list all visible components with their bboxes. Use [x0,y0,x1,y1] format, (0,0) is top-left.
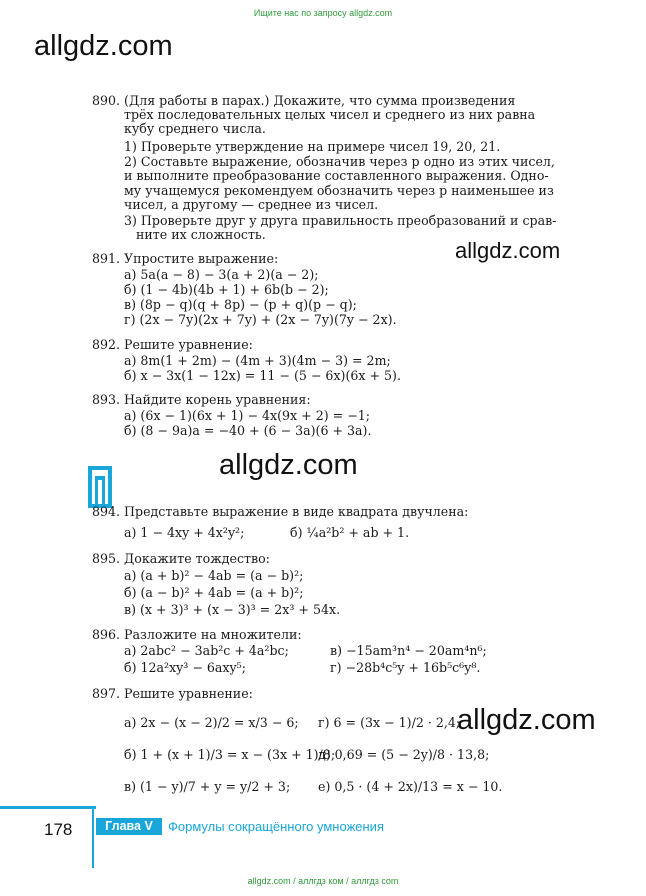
footer-vertical-rule [92,806,94,868]
problem-897-item: г) 6 = (3x − 1)/2 · 2,4; [318,715,461,730]
problem-890-line: ните их сложность. [136,227,266,242]
problem-893-item: а) (6x − 1)(6x + 1) − 4x(9x + 2) = −1; [124,408,371,423]
problem-890-line: 1) Проверьте утверждение на примере чисел 19, 20, 21. [124,139,501,154]
problem-893-title: 893. Найдите корень уравнения: [92,392,311,407]
problem-892-title: 892. Решите уравнение: [92,337,253,352]
watermark: allgdz.com [455,238,561,263]
problem-891-item: б) (1 − 4b)(4b + 1) + 6b(b − 2); [124,282,329,297]
watermark: allgdz.com [34,30,173,62]
problem-894-item: а) 1 − 4xy + 4x²y²; [124,525,245,540]
problem-890-line: трёх последовательных целых чисел и среднего из них равна [124,107,536,122]
problem-891-item: в) (8p − q)(q + 8p) − (p + q)(p − q); [124,297,357,312]
chapter-title: Формулы сокращённого умножения [168,819,384,834]
section-marker-icon [88,466,112,508]
problem-897-title: 897. Решите уравнение: [92,686,253,701]
problem-891-title: 891. Упростите выражение: [92,251,279,266]
problem-893-item: б) (8 − 9a)a = −40 + (6 − 3a)(6 + 3a). [124,423,372,438]
problem-891-item: г) (2x − 7y)(2x + 7y) + (2x − 7y)(7y − 2x). [124,312,397,327]
problem-890-line: кубу среднего числа. [124,121,266,136]
problem-897-item: а) 2x − (x − 2)/2 = x/3 − 6; [124,715,299,730]
problem-897-item: б) 1 + (x + 1)/3 = x − (3x + 1)/8; [124,747,336,762]
problem-890-line: и выполните преобразование составленного выражения. Одно- [124,168,549,183]
footer-rule [0,806,96,809]
problem-894-item: б) ¼a²b² + ab + 1. [290,525,410,540]
problem-897-item: в) (1 − y)/7 + y = y/2 + 3; [124,779,291,794]
problem-891-item: а) 5a(a − 8) − 3(a + 2)(a − 2); [124,267,319,282]
problem-890-line: 3) Проверьте друг у друга правильность преобразований и срав- [124,213,557,228]
problem-892-item: б) x − 3x(1 − 12x) = 11 − (5 − 6x)(6x + 5). [124,368,401,383]
page-number: 178 [44,820,73,839]
problem-890-line: му учащемуся рекомендуем обозначить через p наименьшее из [124,183,554,198]
problem-895-item: в) (x + 3)³ + (x − 3)³ = 2x³ + 54x. [124,602,341,617]
problem-896-item: г) −28b⁴c⁵y + 16b⁵c⁶y⁸. [330,660,481,675]
problem-896-item: а) 2abc² − 3ab²c + 4a²bc; [124,643,289,658]
problem-890-line: 890. (Для работы в парах.) Докажите, что сумма произведения [92,93,516,108]
problem-895-title: 895. Докажите тождество: [92,551,270,566]
problem-896-item: в) −15am³n⁴ − 20am⁴n⁶; [330,643,487,658]
watermark: allgdz.com [457,704,596,736]
problem-896-item: б) 12a²xy³ − 6axy⁵; [124,660,246,675]
problem-896-title: 896. Разложите на множители: [92,627,302,642]
problem-895-item: б) (a − b)² + 4ab = (a + b)²; [124,585,304,600]
problem-897-item: д) 0,69 = (5 − 2y)/8 · 13,8; [318,747,490,762]
problem-890-line: чисел, а другому — среднее из чисел. [124,197,379,212]
chapter-label: Глава V [96,818,162,835]
top-note: Ищите нас по запросу allgdz.com [253,8,393,18]
problem-895-item: а) (a + b)² − 4ab = (a − b)²; [124,568,304,583]
problem-890-line: 2) Составьте выражение, обозначив через p одно из этих чисел, [124,154,555,169]
problem-894-title: 894. Представьте выражение в виде квадрата двучлена: [92,504,469,519]
problem-892-item: а) 8m(1 + 2m) − (4m + 3)(4m − 3) = 2m; [124,353,391,368]
bottom-note: allgdz.com / аллгдз ком / аллгдз com [247,876,399,886]
problem-897-item: е) 0,5 · (4 + 2x)/13 = x − 10. [318,779,503,794]
watermark: allgdz.com [219,449,358,481]
